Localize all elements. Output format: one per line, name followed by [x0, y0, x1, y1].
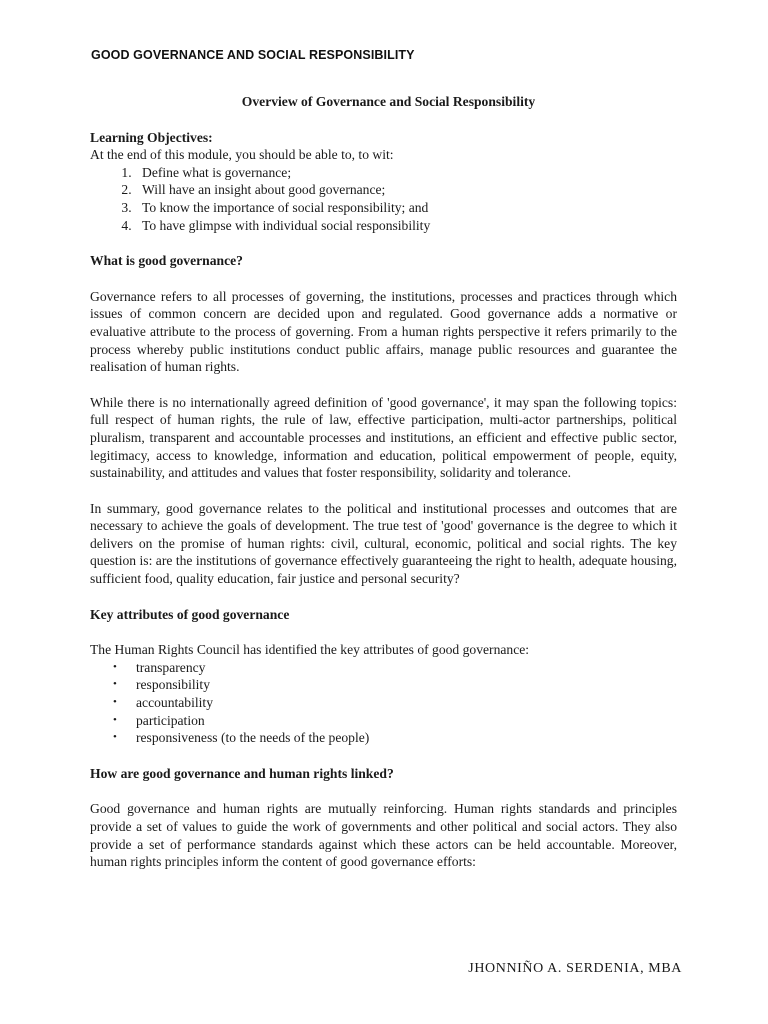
section-heading-key-attributes: Key attributes of good governance — [90, 606, 290, 622]
attributes-list — [90, 659, 677, 747]
attribute-item: • accountability — [113, 695, 214, 711]
bullet-icon: • — [113, 731, 117, 744]
bullet-icon: • — [113, 713, 117, 726]
attribute-item: • responsibility — [113, 677, 211, 693]
section-heading-what-is-good-governance: What is good governance? — [90, 253, 243, 269]
learning-objectives-heading: Learning Objectives: — [90, 129, 213, 145]
bullet-icon: • — [113, 678, 117, 691]
section-heading-human-rights-link: How are good governance and human rights linked? — [90, 765, 394, 781]
document-body — [90, 93, 677, 871]
objectives-list — [90, 164, 677, 234]
objective-item: 4. To have glimpse with individual social responsibility — [135, 217, 677, 235]
paragraph-summary: In summary, good governance relates to the political and institutional processes and outcomes that are necessary to achieve the goals of development. The true test of 'good' governance is the degree to which it delivers on the promise of human rights: civil, cultural, economic, political and social rights. The key question is: are the institutions of governance effectively guaranteeing the right to health, adequate housing, sufficient food, quality education, fair justice and personal security? — [90, 500, 677, 587]
bullet-icon: • — [113, 660, 117, 673]
paragraph-human-rights-link: Good governance and human rights are mutually reinforcing. Human rights standards and principles provide a set of values to guide the work of governments and other political and social actors. They also provide a set of performance standards against which these actors can be held accountable. Moreover, human rights principles inform the content of good governance efforts: — [90, 801, 677, 870]
key-attributes-intro: The Human Rights Council has identified the key attributes of good governance: — [90, 642, 530, 658]
objective-item: 1. Define what is governance; — [135, 164, 677, 182]
attribute-item: • transparency — [113, 659, 206, 675]
attribute-item: • participation — [113, 712, 205, 728]
objective-item: 3. To know the importance of social responsibility; and — [135, 199, 677, 217]
learning-objectives-intro: At the end of this module, you should be able to, to wit: — [90, 147, 394, 163]
page-header: GOOD GOVERNANCE AND SOCIAL RESPONSIBILITY — [91, 48, 415, 62]
bullet-icon: • — [113, 696, 117, 709]
paragraph-good-governance-topics: While there is no internationally agreed definition of 'good governance', it may span the following topics: full respect of human rights, the rule of law, effective participation, multi-actor partnerships, political pluralism, transparent and accountable processes and institutions, an efficient and effective public sector, legitimacy, access to knowledge, information and education, political empowerment of people, equity, sustainability, and attitudes and values that foster responsibility, solidarity and tolerance. — [90, 394, 677, 481]
document-title: Overview of Governance and Social Responsibility — [241, 94, 536, 109]
author-footer: JHONNIÑO A. SERDENIA, MBA — [468, 961, 682, 976]
objective-item: 2. Will have an insight about good governance; — [135, 181, 677, 199]
attribute-item: • responsiveness (to the needs of the people) — [113, 730, 370, 746]
paragraph-governance-definition: Governance refers to all processes of governing, the institutions, processes and practices through which issues of common concern are decided upon and regulated. Good governance adds a normative or evaluative attribute to the process of governing. From a human rights perspective it refers primarily to the process whereby public institutions conduct public affairs, manage public resources and guarantee the realisation of human rights. — [90, 288, 677, 375]
